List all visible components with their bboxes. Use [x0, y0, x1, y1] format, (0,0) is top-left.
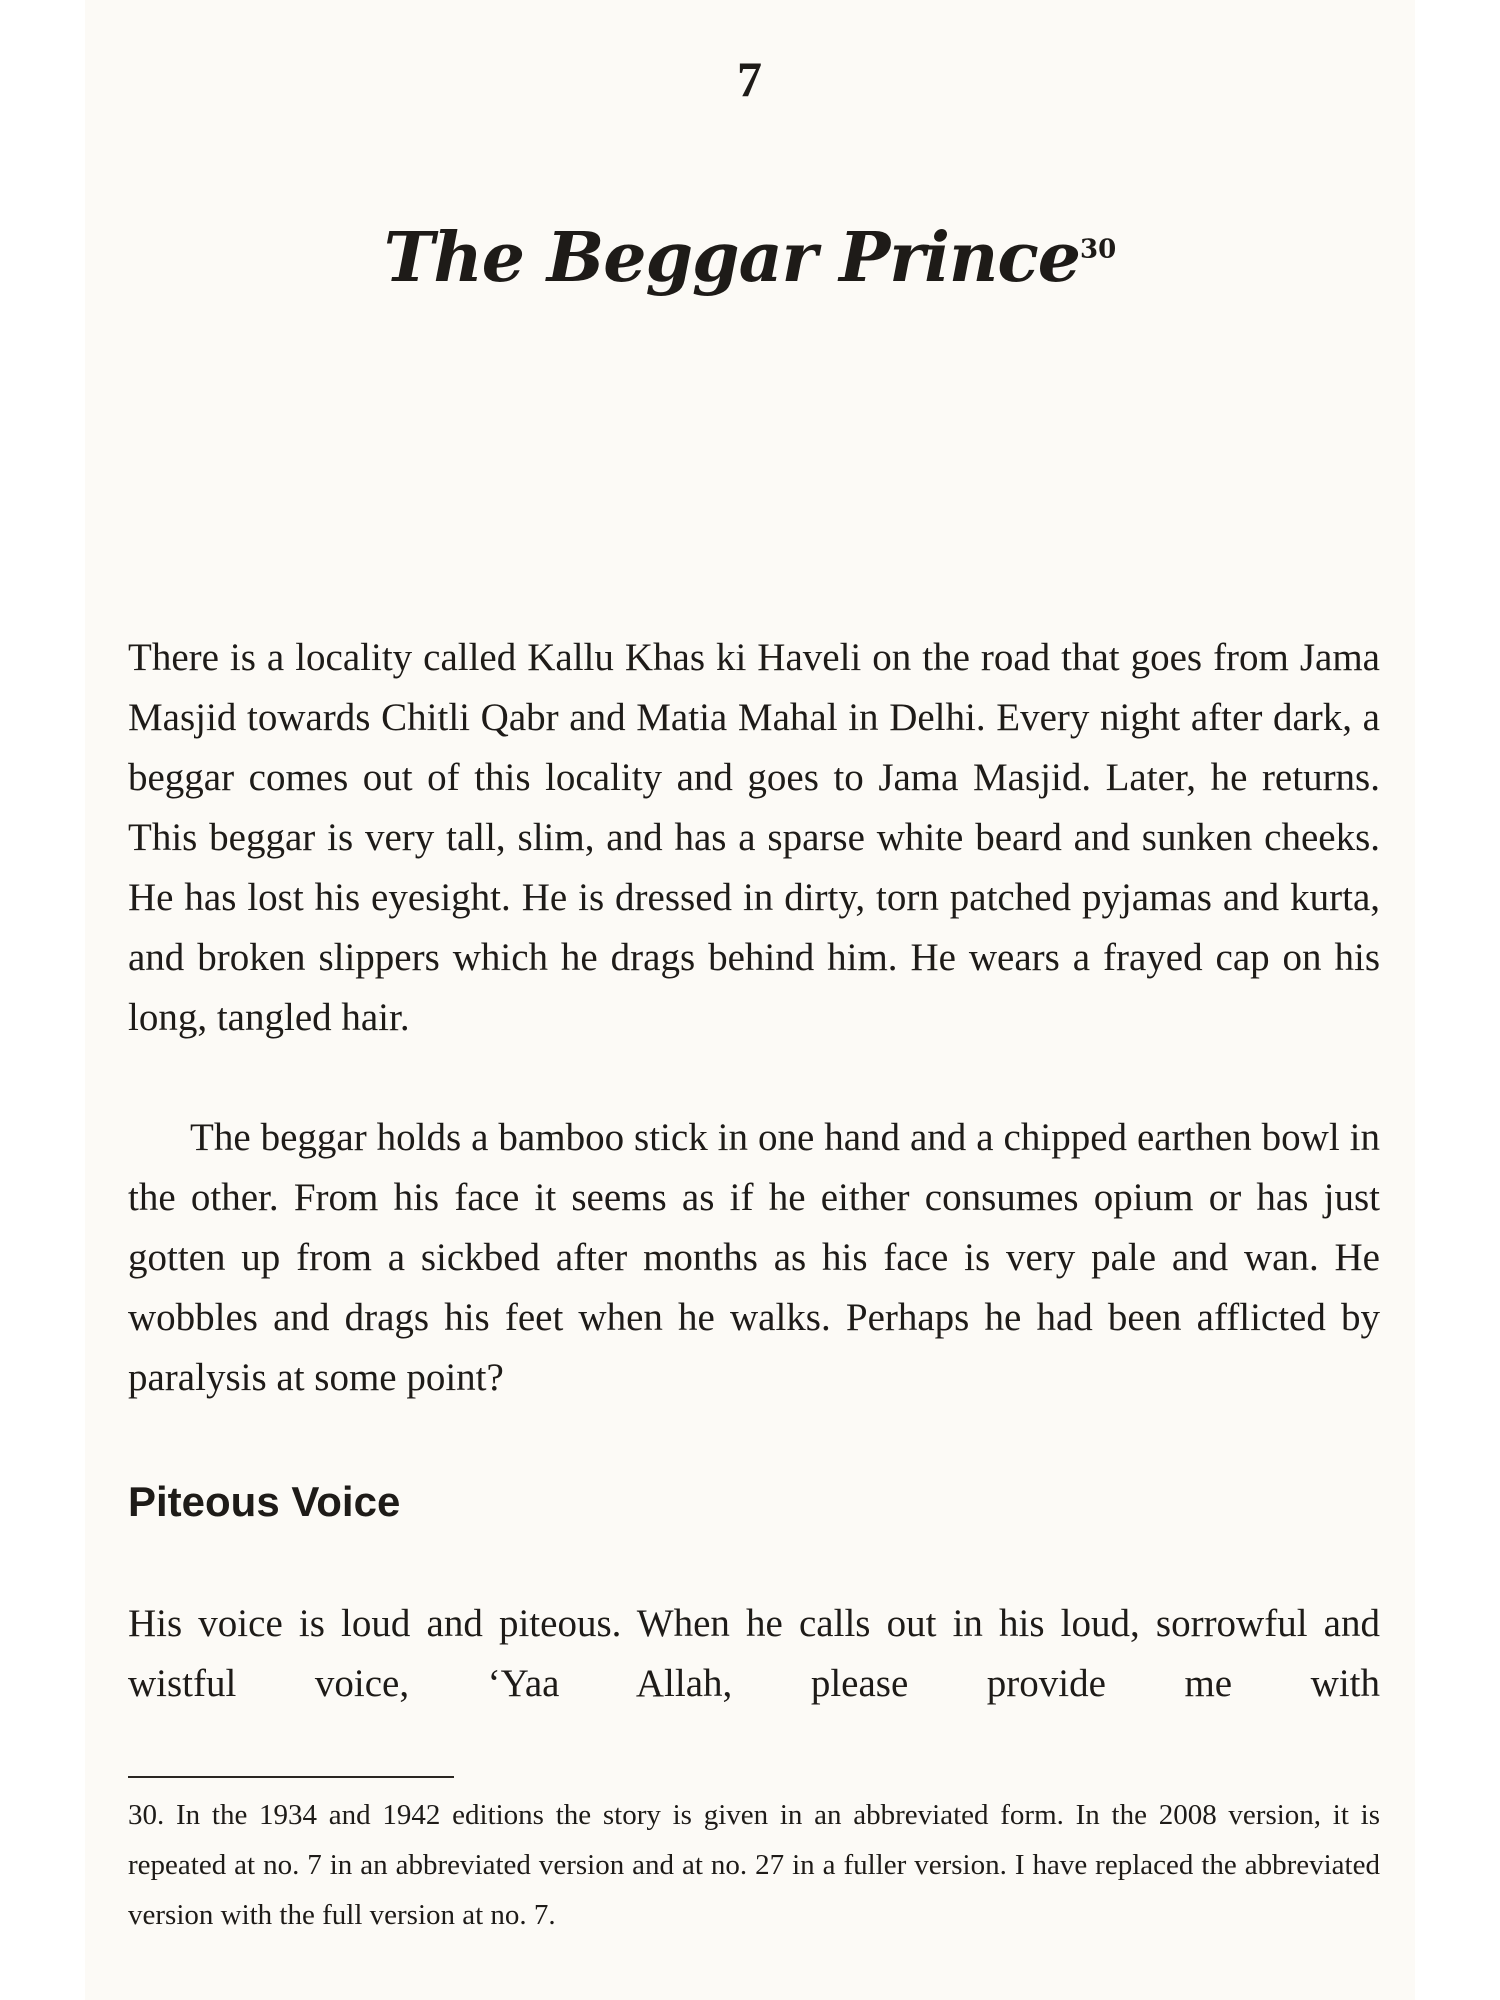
- chapter-number: 7: [737, 51, 763, 107]
- section-paragraph: His voice is loud and piteous. When he calls out in his loud, sorrowful and wistful voice, ‘Yaa Allah, please provide me with: [128, 1602, 1380, 1705]
- chapter-title-text: The Beggar Prince: [383, 218, 1081, 298]
- chapter-title: [85, 218, 1415, 298]
- footnote-marker: 30: [1080, 234, 1117, 265]
- section-heading: Piteous Voice: [128, 1478, 401, 1525]
- body-paragraph-2: The beggar holds a bamboo stick in one hand and a chipped earthen bowl in the other. From his face it seems as if he either consumes opium or has just gotten up from a sickbed after months as his face is very pale and wan. He wobbles and drags his feet when he walks. Perhaps he had been afflicted by paralysis at some point?: [128, 1116, 1380, 1399]
- body-paragraph-1: There is a locality called Kallu Khas ki Haveli on the road that goes from Jama Masjid towards Chitli Qabr and Matia Mahal in Delhi. Every night after dark, a beggar comes out of this locality and goes to Jama Masjid. Later, he returns. This beggar is very tall, slim, and has a sparse white beard and sunken cheeks. He has lost his eyesight. He is dressed in dirty, torn patched pyjamas and kurta, and broken slippers which he drags behind him. He wears a frayed cap on his long, tangled hair.: [128, 636, 1380, 1039]
- book-page: [85, 0, 1415, 2000]
- footnote-divider: [128, 1776, 454, 1778]
- footnote: 30. In the 1934 and 1942 editions the story is given in an abbreviated form. In the 2008 version, it is repeated at no. 7 in an abbreviated version and at no. 27 in a fuller version. I have replaced the abbreviated version with the full version at no. 7.: [128, 1799, 1380, 1931]
